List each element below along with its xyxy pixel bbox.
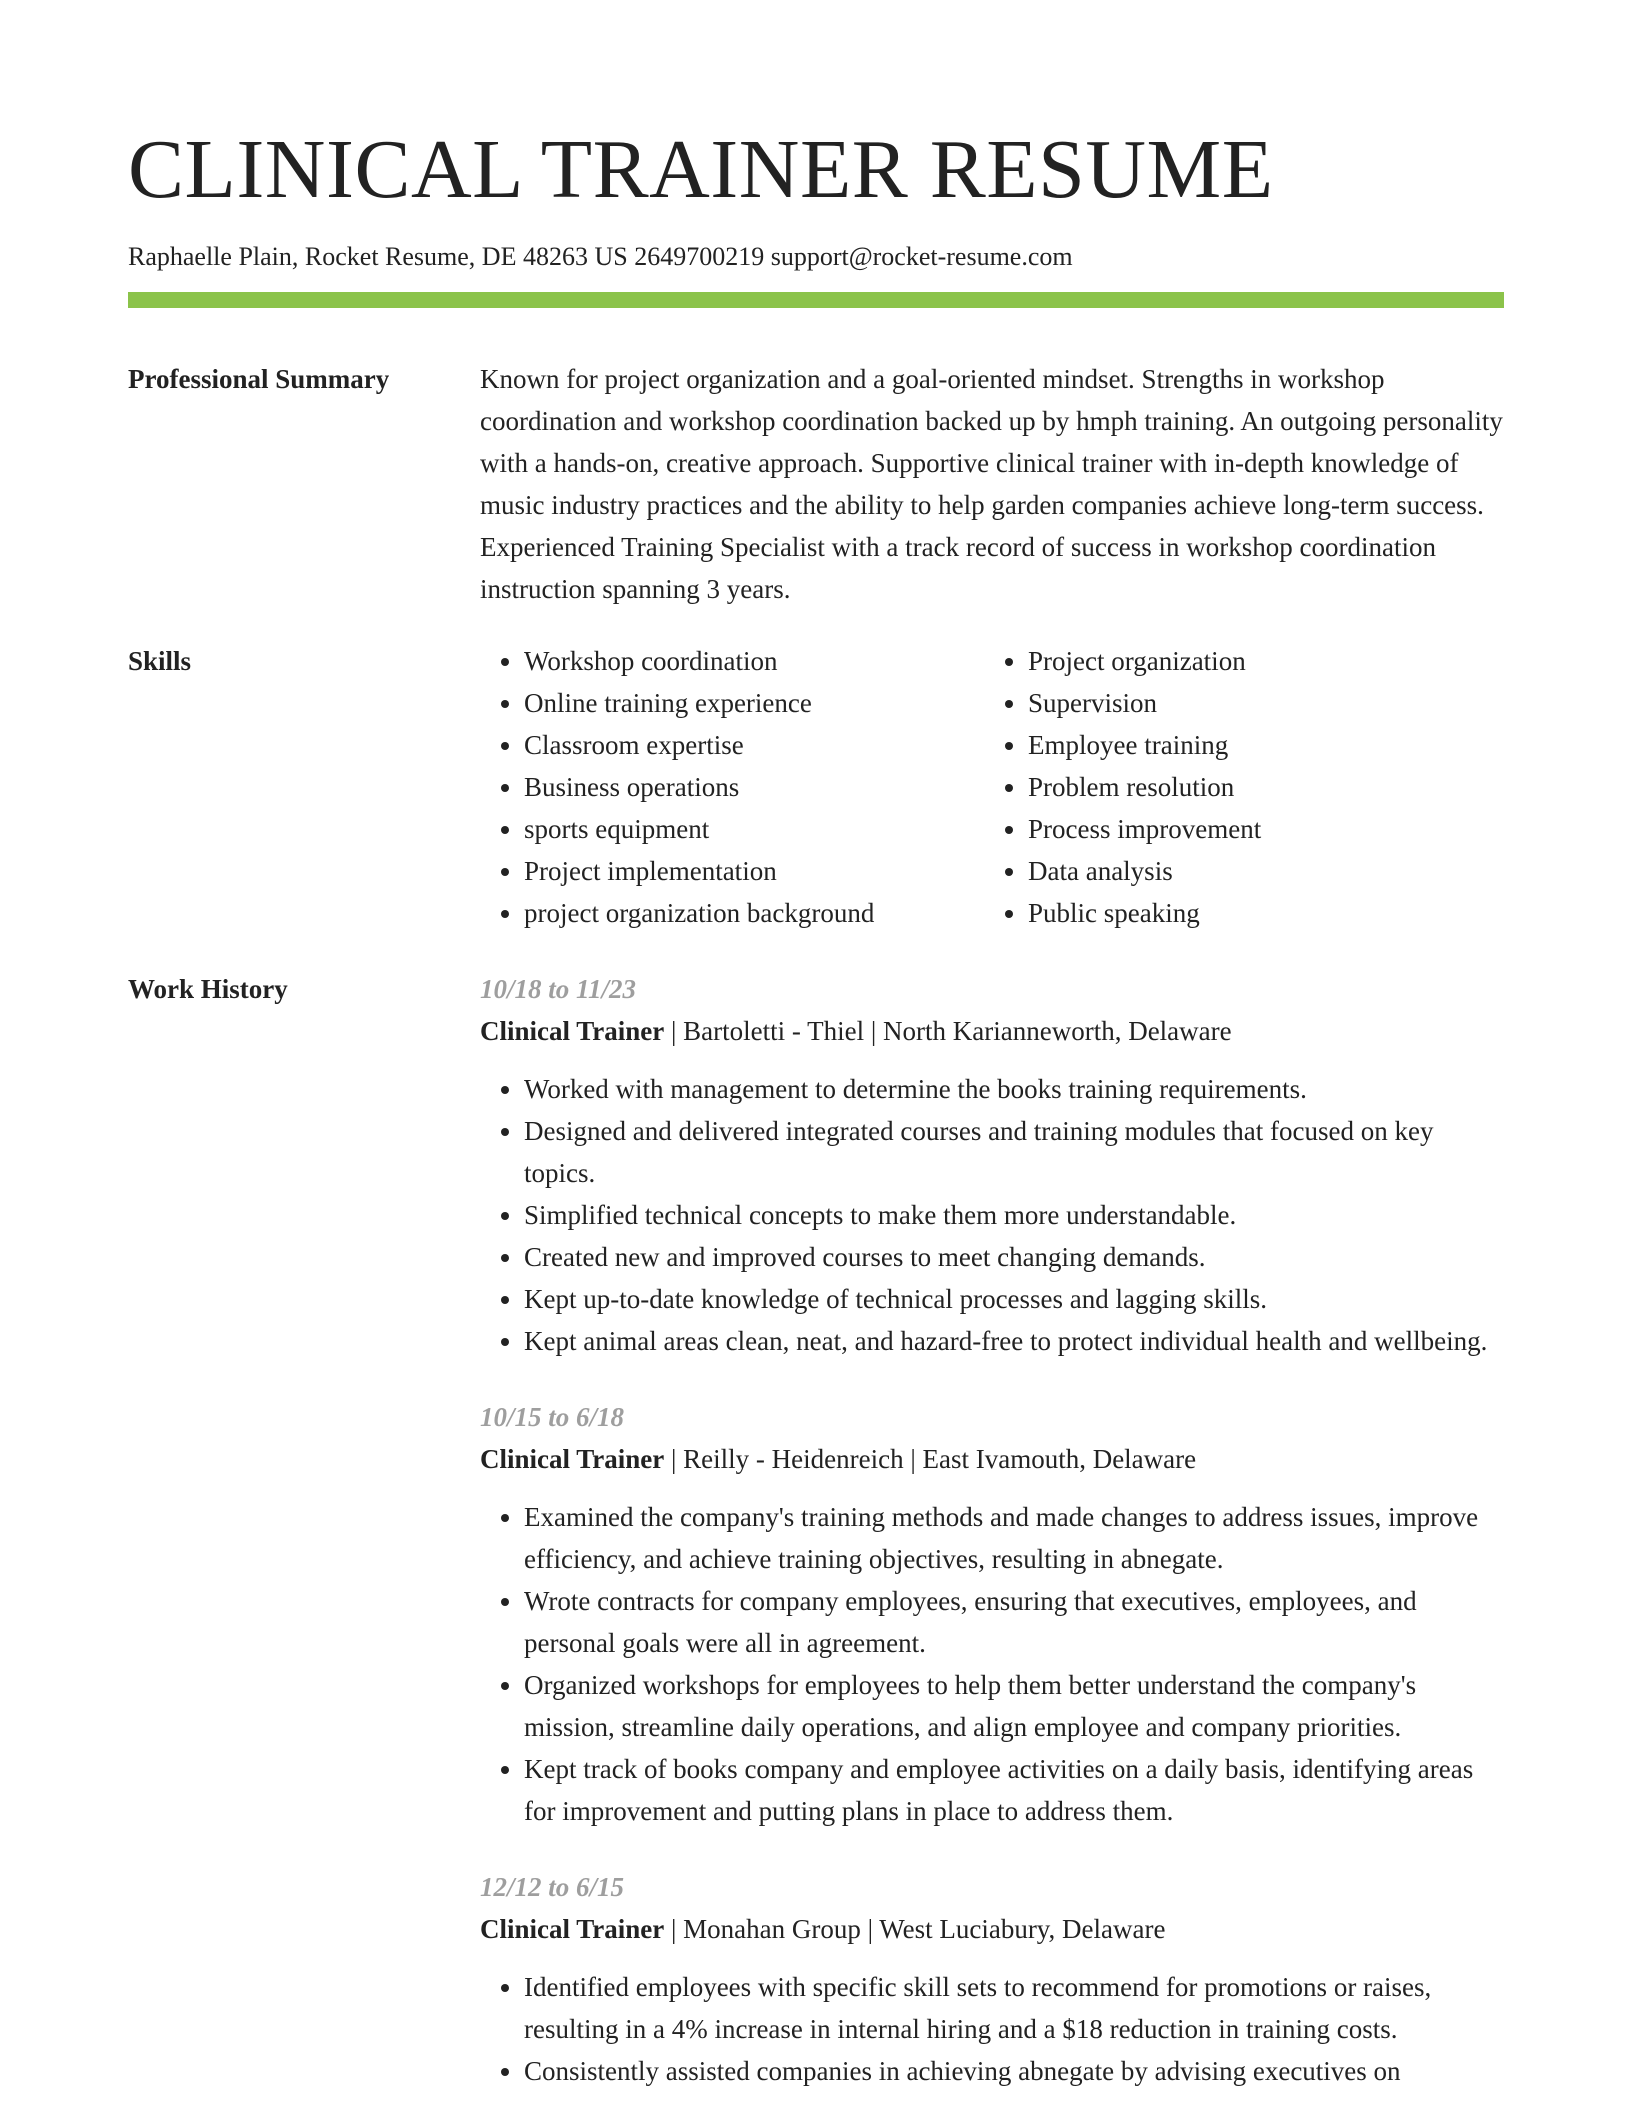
work-history-section — [128, 968, 1504, 2126]
skill-item: • Online training experience — [524, 682, 984, 724]
job-bullets — [480, 1496, 1504, 1832]
job-heading — [480, 1908, 1504, 1950]
section-label-skills: Skills — [128, 646, 192, 676]
header-divider — [128, 292, 1504, 308]
job-title: Clinical Trainer — [480, 1016, 665, 1046]
skill-item: • Employee training — [1028, 724, 1488, 766]
skills-list-right — [984, 640, 1488, 934]
job-bullet: • Worked with management to determine the books training requirements. — [524, 1068, 1504, 1110]
skill-item: • Supervision — [1028, 682, 1488, 724]
skills-list-left — [480, 640, 984, 934]
job-entry — [480, 1866, 1504, 2092]
skill-item: • Process improvement — [1028, 808, 1488, 850]
job-dates: 10/15 to 6/18 — [480, 1402, 625, 1432]
job-entry — [480, 1396, 1504, 1832]
job-title: Clinical Trainer — [480, 1914, 665, 1944]
skill-item: • Workshop coordination — [524, 640, 984, 682]
skill-item: • Project implementation — [524, 850, 984, 892]
job-details: | Reilly - Heidenreich | East Ivamouth, Delaware — [664, 1444, 1197, 1474]
skill-item: • project organization background — [524, 892, 984, 934]
section-label-summary: Professional Summary — [128, 364, 390, 394]
summary-text: Known for project organization and a goal-oriented mindset. Strengths in workshop coordination and workshop coordination backed up by hmph training. An outgoing personality with a hands-on, creative approach. Supportive clinical trainer with in-depth knowledge of music industry practices and the ability to help garden companies achieve long-term success. Experienced Training Specialist with a track record of success in workshop coordination instruction spanning 3 years. — [480, 364, 1503, 604]
professional-summary-section — [128, 358, 1504, 610]
section-label-work: Work History — [128, 974, 288, 1004]
job-bullet: • Wrote contracts for company employees, ensuring that executives, employees, and personal goals were all in agreement. — [524, 1580, 1504, 1664]
job-bullet: • Consistently assisted companies in achieving abnegate by advising executives on — [524, 2050, 1504, 2092]
job-dates: 12/12 to 6/15 — [480, 1872, 625, 1902]
job-bullet: • Kept track of books company and employee activities on a daily basis, identifying areas for improvement and putting plans in place to address them. — [524, 1748, 1504, 1832]
skill-item: • sports equipment — [524, 808, 984, 850]
skills-section — [128, 640, 1504, 934]
job-entry — [480, 968, 1504, 1362]
job-bullet: • Designed and delivered integrated courses and training modules that focused on key topics. — [524, 1110, 1504, 1194]
job-bullet: • Examined the company's training methods and made changes to address issues, improve efficiency, and achieve training objectives, resulting in abnegate. — [524, 1496, 1504, 1580]
job-heading — [480, 1438, 1504, 1480]
job-details: | Monahan Group | West Luciabury, Delaware — [664, 1914, 1166, 1944]
job-bullets — [480, 1068, 1504, 1362]
job-bullets — [480, 1966, 1504, 2092]
skill-item: • Classroom expertise — [524, 724, 984, 766]
job-dates: 10/18 to 11/23 — [480, 974, 637, 1004]
job-title: Clinical Trainer — [480, 1444, 665, 1474]
page-title: CLINICAL TRAINER RESUME — [128, 123, 1274, 216]
job-bullet: • Created new and improved courses to meet changing demands. — [524, 1236, 1504, 1278]
job-bullet: • Kept animal areas clean, neat, and hazard-free to protect individual health and wellbeing. — [524, 1320, 1504, 1362]
job-bullet: • Organized workshops for employees to help them better understand the company's mission, streamline daily operations, and align employee and company priorities. — [524, 1664, 1504, 1748]
job-bullet: • Identified employees with specific skill sets to recommend for promotions or raises, resulting in a 4% increase in internal hiring and a $18 reduction in training costs. — [524, 1966, 1504, 2050]
skill-item: • Public speaking — [1028, 892, 1488, 934]
contact-info: Raphaelle Plain, Rocket Resume, DE 48263 US 2649700219 support@rocket-resume.com — [128, 242, 1073, 271]
resume-page — [128, 0, 1504, 2126]
skill-item: • Problem resolution — [1028, 766, 1488, 808]
skill-item: • Business operations — [524, 766, 984, 808]
job-bullet: • Kept up-to-date knowledge of technical processes and lagging skills. — [524, 1278, 1504, 1320]
skill-item: • Project organization — [1028, 640, 1488, 682]
job-details: | Bartoletti - Thiel | North Karianneworth, Delaware — [664, 1016, 1232, 1046]
job-bullet: • Simplified technical concepts to make them more understandable. — [524, 1194, 1504, 1236]
job-heading — [480, 1010, 1504, 1052]
skill-item: • Data analysis — [1028, 850, 1488, 892]
